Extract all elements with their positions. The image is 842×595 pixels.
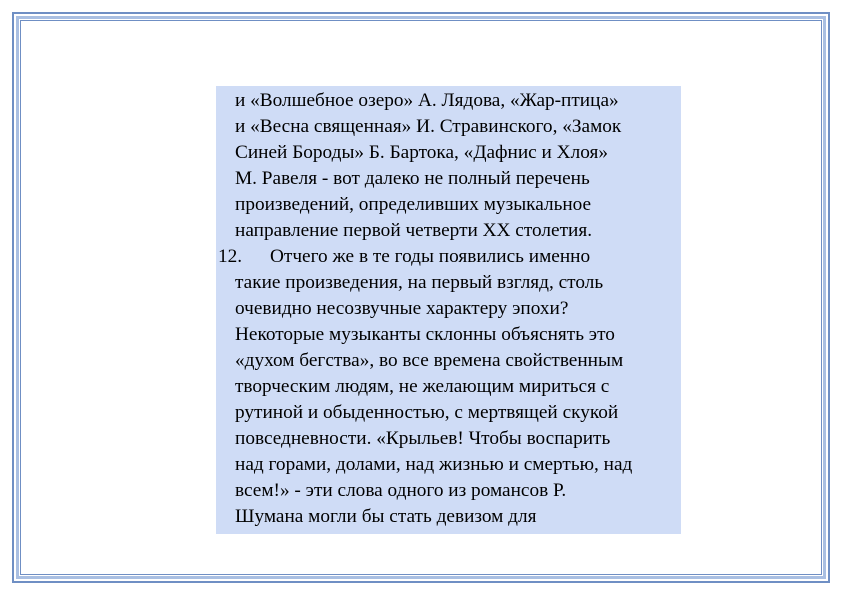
text-line: такие произведения, на первый взгляд, столь [235,272,604,293]
text-line: Синей Бороды» Б. Бартока, «Дафнис и Хлоя» [235,142,608,163]
text-line: направление первой четверти XX столетия. [235,220,593,241]
text-line: над горами, долами, над жизнью и смертью, над [235,454,633,475]
text-line: рутиной и обыденностью, с мертвящей скукой [235,402,619,423]
text-line: творческим людям, не желающим мириться с [235,376,610,397]
text-line: Шумана могли бы стать девизом для [235,506,537,527]
text-line: повседневности. «Крыльев! Чтобы воспарить [235,428,611,449]
text-line: Отчего же в те годы появились именно [270,246,591,267]
text-line: произведений, определивших музыкальное [235,194,592,215]
text-line: и «Волшебное озеро» А. Лядова, «Жар-птица» [235,90,619,111]
text-line: Некоторые музыканты склонны объяснять это [235,324,615,345]
text-block [216,86,681,534]
list-number: 12. [218,246,243,267]
text-line: «духом бегства», во все времена свойственным [235,350,624,371]
text-line: М. Равеля - вот далеко не полный перечень [235,168,590,189]
text-line: и «Весна священная» И. Стравинского, «Замок [235,116,622,137]
text-line: всем!» - эти слова одного из романсов Р. [235,480,567,501]
text-line: очевидно несозвучные характеру эпохи? [235,298,569,319]
